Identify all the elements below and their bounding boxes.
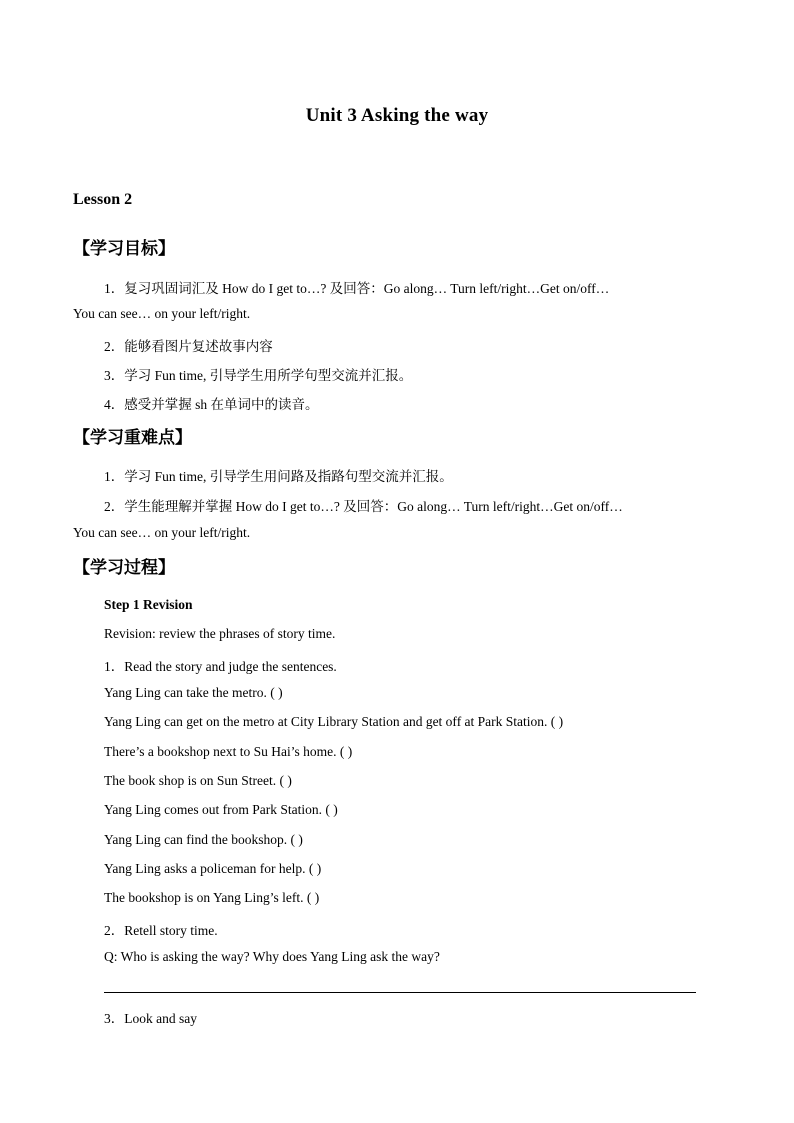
key-point-item: 2．学生能理解并掌握 How do I get to…? 及回答：Go along… Turn left/right…Get on/off… bbox=[104, 499, 623, 514]
objective-item: 2．能够看图片复述故事内容 bbox=[104, 339, 273, 354]
judge-item: Yang Ling comes out from Park Station. ( ) bbox=[104, 802, 338, 817]
judge-item: Yang Ling can take the metro. ( ) bbox=[104, 685, 283, 700]
key-points-heading: 【学习重难点】 bbox=[73, 428, 192, 448]
objective-item-continued: You can see… on your left/right. bbox=[73, 306, 251, 321]
judge-item: The bookshop is on Yang Ling’s left. ( ) bbox=[104, 890, 320, 905]
judge-item: There’s a bookshop next to Su Hai’s home. ( ) bbox=[104, 744, 353, 759]
objective-item: 4．感受并掌握 sh 在单词中的读音。 bbox=[104, 397, 319, 412]
step1-title: Step 1 Revision bbox=[104, 597, 193, 612]
task-read-judge: 1．Read the story and judge the sentences. bbox=[104, 659, 337, 674]
judge-item: The book shop is on Sun Street. ( ) bbox=[104, 773, 292, 788]
judge-item: Yang Ling can find the bookshop. ( ) bbox=[104, 832, 303, 847]
task-retell: 2．Retell story time. bbox=[104, 923, 218, 938]
judge-item: Yang Ling can get on the metro at City Library Station and get off at Park Station. ( ) bbox=[104, 714, 564, 729]
objective-item: 1．复习巩固词汇及 How do I get to…? 及回答：Go along… Turn left/right…Get on/off… bbox=[104, 281, 610, 296]
process-heading: 【学习过程】 bbox=[73, 558, 175, 578]
judge-item: Yang Ling asks a policeman for help. ( ) bbox=[104, 861, 322, 876]
retell-question: Q: Who is asking the way? Why does Yang Ling ask the way? bbox=[104, 949, 440, 964]
objectives-heading: 【学习目标】 bbox=[73, 239, 175, 259]
answer-line bbox=[104, 992, 696, 993]
task-look-say: 3．Look and say bbox=[104, 1011, 197, 1026]
revision-note: Revision: review the phrases of story time. bbox=[104, 626, 336, 641]
key-point-item: 1．学习 Fun time, 引导学生用问路及指路句型交流并汇报。 bbox=[104, 469, 453, 484]
objective-item: 3．学习 Fun time, 引导学生用所学句型交流并汇报。 bbox=[104, 368, 413, 383]
key-point-item-continued: You can see… on your left/right. bbox=[73, 525, 251, 540]
lesson-label: Lesson 2 bbox=[73, 191, 133, 208]
page-title: Unit 3 Asking the way bbox=[305, 105, 489, 126]
